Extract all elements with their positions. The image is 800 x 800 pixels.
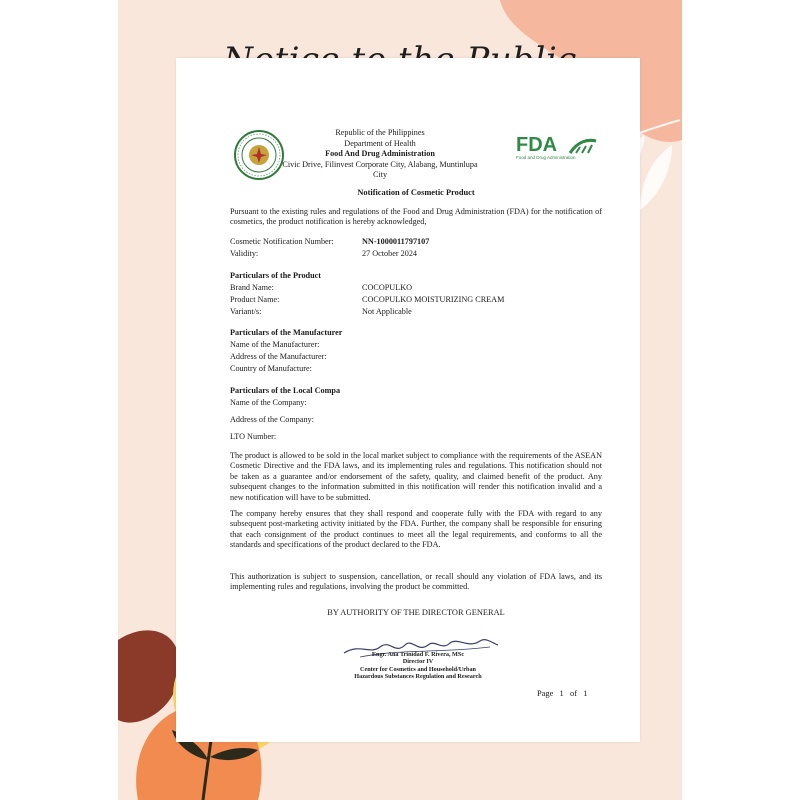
validity-label: Validity:: [230, 249, 259, 258]
brand-value: COCOPULKO: [362, 283, 413, 292]
cn-label: Cosmetic Notification Number:: [230, 237, 334, 246]
header-republic: Republic of the Philippines: [335, 128, 425, 137]
product-name-label: Product Name:: [230, 295, 280, 304]
variant-value: Not Applicable: [362, 307, 412, 316]
fda-logo-subtitle: Food and Drug Administration: [516, 155, 576, 160]
brand-label: Brand Name:: [230, 283, 274, 292]
page-number: Page 1 of 1: [537, 689, 588, 698]
legal-paragraph-2: The company hereby ensures that they shall respond and cooperate fully with the FDA with regard to any subsequent post-marketing activity initiated by the FDA. Further, the company shall be responsible for ensuring that each consignment of the product continues to meet all the legal requirements, and conforms to all the standards and specifications of the product declared to the FDA.: [230, 509, 602, 550]
signatory-center-1: Center for Cosmetics and Household/Urban: [360, 665, 476, 673]
product-name-value: COCOPULKO MOISTURIZING CREAM: [362, 295, 505, 304]
signatory-position: Director IV: [402, 658, 434, 666]
document-header: [280, 128, 480, 181]
company-name-label: Name of the Company:: [230, 398, 307, 407]
signature-block: [318, 651, 518, 681]
company-address-label: Address of the Company:: [230, 415, 314, 424]
intro-paragraph: Pursuant to the existing rules and regulations of the Food and Drug Administration (FDA) for the notification of cosmetics, the product notification is hereby acknowledged,: [230, 207, 602, 227]
signatory-name: Engr. Ana Trinidad F. Rivera, MSc: [371, 651, 465, 658]
header-address: Civic Drive, Filinvest Corporate City, Alabang, Muntinlupa: [282, 159, 478, 169]
lto-number-label: LTO Number:: [230, 432, 277, 441]
legal-paragraph-3: This authorization is subject to suspension, cancellation, or recall should any violation of FDA laws, and its implementing rules and regulations, involving the product be committed.: [230, 572, 602, 592]
header-department: Department of Health: [344, 138, 416, 148]
header-city: City: [372, 170, 388, 179]
fda-logo: [516, 135, 600, 169]
product-heading: Particulars of the Product: [230, 271, 322, 280]
validity-value: 27 October 2024: [362, 249, 418, 258]
variant-label: Variant/s:: [230, 307, 262, 316]
manufacturer-country-label: Country of Manufacture:: [230, 364, 312, 373]
manufacturer-name-label: Name of the Manufacturer:: [230, 340, 320, 349]
fda-logo-text: FDA: [516, 134, 558, 156]
fda-swoosh-icon: [568, 137, 598, 155]
manufacturer-heading: Particulars of the Manufacturer: [230, 328, 343, 337]
legal-paragraph-1: The product is allowed to be sold in the local market subject to compliance with the requirements of the ASEAN Cosmetic Directive and the FDA laws, and its implementing rules and regulations. This notification should not be taken as a guarantee and/or endorsement of the safety, quality, and claimed benefit of the product. Any subsequent changes to the information submitted in this notification will render this notification invalid and a new notification will have to be submitted.: [230, 451, 602, 502]
authority-line: BY AUTHORITY OF THE DIRECTOR GENERAL: [327, 608, 505, 617]
brown-blob: [118, 630, 180, 722]
document-title: Notification of Cosmetic Product: [357, 188, 475, 197]
header-fda: Food And Drug Administration: [325, 149, 435, 158]
local-company-heading: Particulars of the Local Compa: [230, 386, 341, 395]
doh-seal-icon: [234, 130, 284, 180]
manufacturer-address-label: Address of the Manufacturer:: [230, 352, 327, 361]
signatory-center-2: Hazardous Substances Regulation and Research: [354, 673, 482, 681]
cn-value: NN-1000011797107: [362, 237, 430, 246]
